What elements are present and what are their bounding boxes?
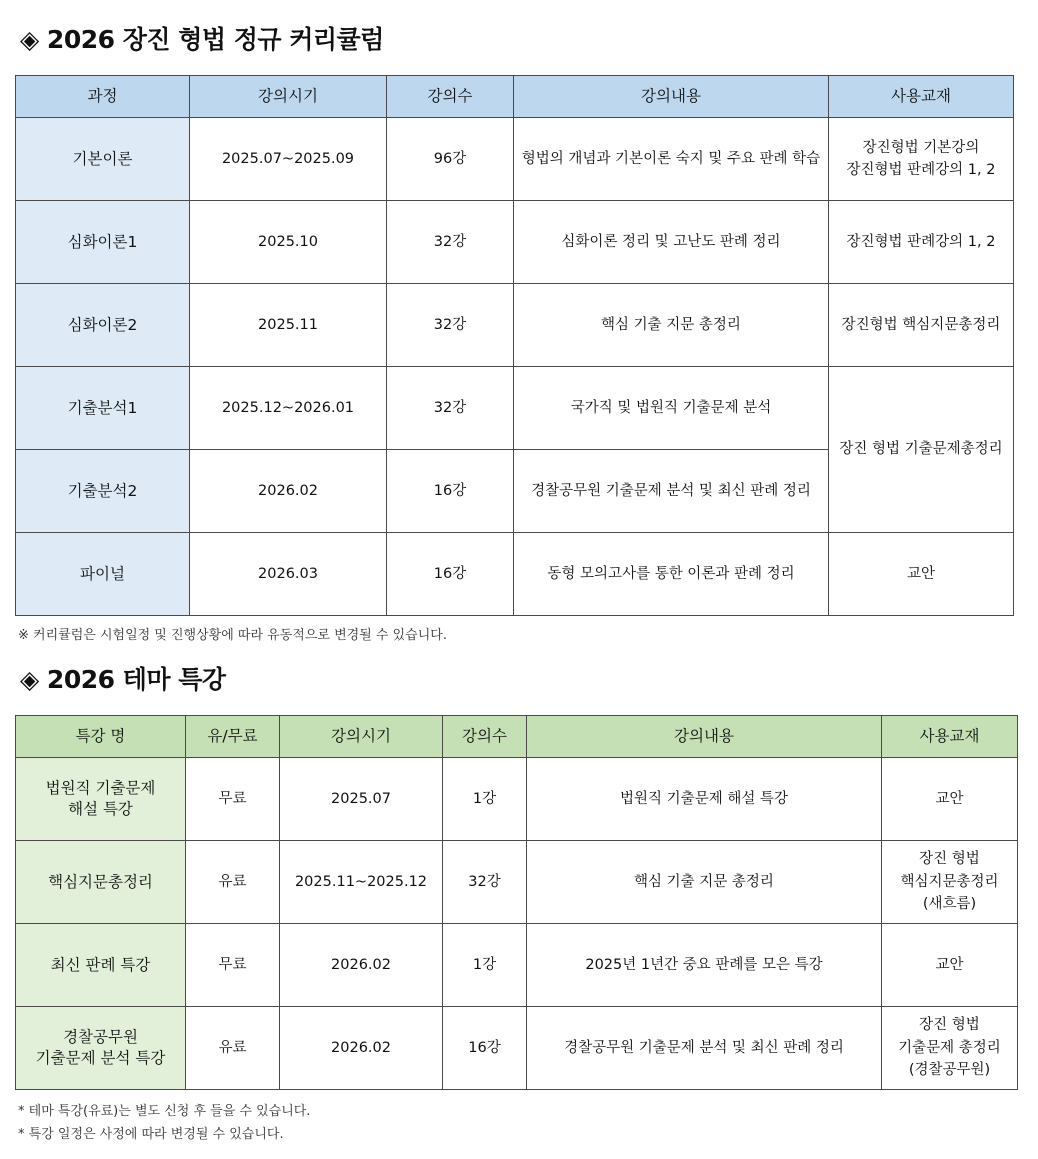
col-header-count: 강의수	[443, 716, 527, 758]
lecture-content: 심화이론 정리 및 고난도 판례 정리	[514, 201, 829, 284]
textbook: 장진 형법 기출문제 총정리 (경찰공무원)	[882, 1007, 1018, 1090]
lecture-count: 1강	[443, 758, 527, 841]
fee-type: 무료	[186, 924, 280, 1007]
fee-type: 무료	[186, 758, 280, 841]
fee-type: 유료	[186, 841, 280, 924]
table-row	[16, 118, 1014, 201]
theme-note-2: * 특강 일정은 사정에 따라 변경될 수 있습니다.	[18, 1127, 284, 1142]
course-name: 심화이론2	[16, 284, 190, 367]
lecture-content: 형법의 개념과 기본이론 숙지 및 주요 판례 학습	[514, 118, 829, 201]
course-name: 심화이론1	[16, 201, 190, 284]
table-row	[16, 284, 1014, 367]
theme-note-1: * 테마 특강(유료)는 별도 신청 후 들을 수 있습니다.	[18, 1104, 311, 1119]
lecture-period: 2025.07~2025.09	[190, 118, 387, 201]
col-header-book: 사용교재	[882, 716, 1018, 758]
table-row	[16, 533, 1014, 616]
textbook: 장진 형법 기출문제총정리	[829, 367, 1014, 533]
col-header-content: 강의내용	[514, 76, 829, 118]
lecture-count: 96강	[387, 118, 514, 201]
table-row	[16, 201, 1014, 284]
lecture-name: 최신 판례 특강	[16, 924, 186, 1007]
lecture-period: 2026.02	[280, 924, 443, 1007]
table-row	[16, 1007, 1018, 1090]
lecture-content: 법원직 기출문제 해설 특강	[527, 758, 882, 841]
textbook: 장진형법 기본강의 장진형법 판례강의 1, 2	[829, 118, 1014, 201]
col-header-period: 강의시기	[280, 716, 443, 758]
lecture-content: 동형 모의고사를 통한 이론과 판례 정리	[514, 533, 829, 616]
lecture-name: 법원직 기출문제 해설 특강	[16, 758, 186, 841]
lecture-content: 경찰공무원 기출문제 분석 및 최신 판례 정리	[514, 450, 829, 533]
textbook: 장진형법 핵심지문총정리	[829, 284, 1014, 367]
table-row	[16, 924, 1018, 1007]
col-header-course: 과정	[16, 76, 190, 118]
col-header-period: 강의시기	[190, 76, 387, 118]
lecture-period: 2025.11~2025.12	[280, 841, 443, 924]
textbook: 교안	[829, 533, 1014, 616]
textbook: 장진형법 판례강의 1, 2	[829, 201, 1014, 284]
lecture-period: 2026.02	[280, 1007, 443, 1090]
lecture-count: 32강	[387, 201, 514, 284]
lecture-period: 2026.02	[190, 450, 387, 533]
lecture-content: 핵심 기출 지문 총정리	[527, 841, 882, 924]
lecture-period: 2025.10	[190, 201, 387, 284]
curriculum-note: ※ 커리큘럼은 시험일정 및 진행상황에 따라 유동적으로 변경될 수 있습니다.	[18, 628, 447, 643]
lecture-period: 2025.07	[280, 758, 443, 841]
col-header-count: 강의수	[387, 76, 514, 118]
table-header-row	[16, 716, 1018, 758]
textbook: 장진 형법 핵심지문총정리 (새흐름)	[882, 841, 1018, 924]
table-row	[16, 367, 1014, 450]
lecture-name: 핵심지문총정리	[16, 841, 186, 924]
table-header-row	[16, 76, 1014, 118]
lecture-content: 경찰공무원 기출문제 분석 및 최신 판례 정리	[527, 1007, 882, 1090]
theme-lecture-table	[15, 715, 1018, 1090]
course-name: 파이널	[16, 533, 190, 616]
lecture-content: 국가직 및 법원직 기출문제 분석	[514, 367, 829, 450]
lecture-name: 경찰공무원 기출문제 분석 특강	[16, 1007, 186, 1090]
lecture-content: 2025년 1년간 중요 판례를 모은 특강	[527, 924, 882, 1007]
course-name: 기본이론	[16, 118, 190, 201]
col-header-book: 사용교재	[829, 76, 1014, 118]
col-header-name: 특강 명	[16, 716, 186, 758]
lecture-count: 16강	[387, 533, 514, 616]
lecture-count: 32강	[387, 284, 514, 367]
col-header-fee: 유/무료	[186, 716, 280, 758]
lecture-count: 16강	[387, 450, 514, 533]
curriculum-table	[15, 75, 1014, 616]
col-header-content: 강의내용	[527, 716, 882, 758]
lecture-period: 2025.11	[190, 284, 387, 367]
lecture-period: 2025.12~2026.01	[190, 367, 387, 450]
course-name: 기출분석1	[16, 367, 190, 450]
table-row	[16, 841, 1018, 924]
textbook: 교안	[882, 758, 1018, 841]
lecture-period: 2026.03	[190, 533, 387, 616]
lecture-content: 핵심 기출 지문 총정리	[514, 284, 829, 367]
table-row	[16, 758, 1018, 841]
lecture-count: 16강	[443, 1007, 527, 1090]
curriculum-title: ◈ 2026 장진 형법 정규 커리큘럼	[20, 25, 384, 54]
theme-lecture-title: ◈ 2026 테마 특강	[20, 665, 226, 694]
fee-type: 유료	[186, 1007, 280, 1090]
lecture-count: 1강	[443, 924, 527, 1007]
lecture-count: 32강	[387, 367, 514, 450]
lecture-count: 32강	[443, 841, 527, 924]
course-name: 기출분석2	[16, 450, 190, 533]
textbook: 교안	[882, 924, 1018, 1007]
